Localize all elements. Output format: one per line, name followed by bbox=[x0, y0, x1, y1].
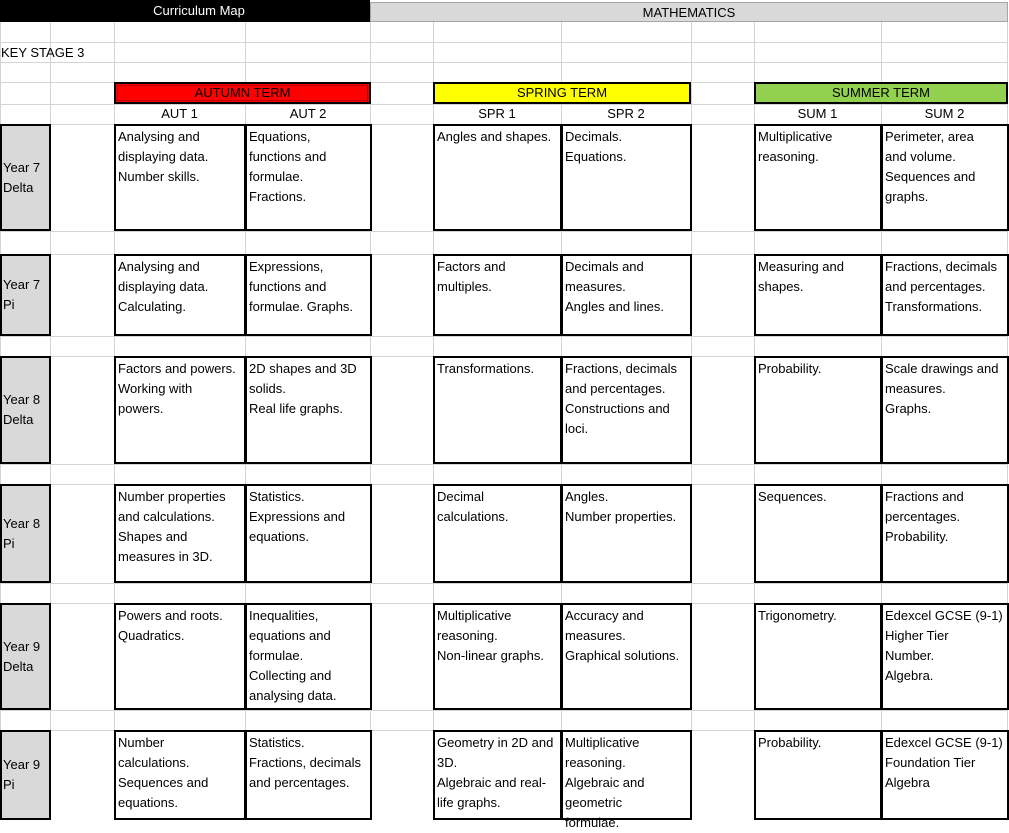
year-group-label bbox=[0, 484, 51, 583]
topic-cell-aut2: Statistics. Expressions and equations. bbox=[245, 484, 372, 583]
topic-cell-spr1: Factors and multiples. bbox=[433, 254, 562, 336]
column-header-aut2: AUT 2 bbox=[289, 106, 327, 121]
topic-cell-sum2: Perimeter, area and volume. Sequences and graphs. bbox=[881, 124, 1009, 231]
topic-cell-aut1: Factors and powers. Working with powers. bbox=[114, 356, 246, 464]
topic-cell-spr1: Decimal calculations. bbox=[433, 484, 562, 583]
topic-cell-spr2: Decimals and measures. Angles and lines. bbox=[561, 254, 692, 336]
year-group-label bbox=[0, 356, 51, 464]
grid-hline bbox=[0, 583, 1008, 584]
topic-cell-spr2: Decimals. Equations. bbox=[561, 124, 692, 231]
topic-cell-sum1: Probability. bbox=[754, 356, 882, 464]
topic-cell-aut1: Number calculations. Sequences and equations. bbox=[114, 730, 246, 820]
column-header-aut1: AUT 1 bbox=[161, 106, 198, 121]
summer-term-header: SUMMER TERM bbox=[754, 82, 1008, 104]
spring-term-header: SPRING TERM bbox=[433, 82, 691, 104]
topic-cell-sum1: Multiplicative reasoning. bbox=[754, 124, 882, 231]
topic-cell-sum1: Trigonometry. bbox=[754, 603, 882, 710]
topic-cell-sum2: Scale drawings and measures. Graphs. bbox=[881, 356, 1009, 464]
column-header-sum2: SUM 2 bbox=[924, 106, 965, 121]
topic-cell-spr1: Angles and shapes. bbox=[433, 124, 562, 231]
topic-cell-aut1: Analysing and displaying data. Calculating. bbox=[114, 254, 246, 336]
curriculum-map-title-text: Curriculum Map bbox=[153, 3, 245, 18]
column-header-sum1: SUM 1 bbox=[797, 106, 838, 121]
year-group-text: Year 8 Pi bbox=[3, 515, 41, 551]
year-group-label bbox=[0, 254, 51, 336]
topic-cell-spr1: Transformations. bbox=[433, 356, 562, 464]
grid-hline bbox=[0, 42, 1008, 43]
year-group-text: Year 7 Pi bbox=[3, 277, 41, 312]
topic-cell-aut2: Inequalities, equations and formulae. Collecting and analysing data. bbox=[245, 603, 372, 710]
topic-cell-sum1: Measuring and shapes. bbox=[754, 254, 882, 336]
year-group-label bbox=[0, 124, 51, 231]
grid-hline bbox=[0, 231, 1008, 232]
grid-hline bbox=[0, 710, 1008, 711]
topic-cell-aut1: Analysing and displaying data. Number skills. bbox=[114, 124, 246, 231]
grid-hline bbox=[0, 62, 1008, 63]
topic-cell-aut1: Powers and roots. Quadratics. bbox=[114, 603, 246, 710]
topic-cell-spr2: Fractions, decimals and percentages. Constructions and loci. bbox=[561, 356, 692, 464]
topic-cell-aut1: Number properties and calculations. Shapes and measures in 3D. bbox=[114, 484, 246, 583]
topic-cell-spr2: Accuracy and measures. Graphical solutions. bbox=[561, 603, 692, 710]
topic-cell-aut2: Statistics. Fractions, decimals and percentages. bbox=[245, 730, 372, 820]
grid-hline bbox=[0, 464, 1008, 465]
topic-cell-aut2: Expressions, functions and formulae. Graphs. bbox=[245, 254, 372, 336]
year-group-text: Year 9 Delta bbox=[3, 638, 41, 674]
year-group-label bbox=[0, 730, 51, 820]
topic-cell-sum1: Sequences. bbox=[754, 484, 882, 583]
subject-title: MATHEMATICS bbox=[370, 2, 1008, 22]
autumn-term-header bbox=[114, 82, 371, 104]
key-stage-label: KEY STAGE 3 bbox=[1, 45, 85, 60]
autumn-term-label: AUTUMN TERM bbox=[117, 85, 368, 101]
column-header-spr1: SPR 1 bbox=[478, 106, 516, 121]
topic-cell-sum2: Edexcel GCSE (9-1) Higher Tier Number. Algebra. bbox=[881, 603, 1009, 710]
curriculum-map-title bbox=[0, 0, 370, 22]
topic-cell-aut2: Equations, functions and formulae. Fractions. bbox=[245, 124, 372, 231]
topic-cell-sum2: Fractions and percentages. Probability. bbox=[881, 484, 1009, 583]
column-header-spr2: SPR 2 bbox=[607, 106, 645, 121]
topic-cell-spr2: Angles. Number properties. bbox=[561, 484, 692, 583]
topic-cell-sum1: Probability. bbox=[754, 730, 882, 820]
topic-cell-spr1: Multiplicative reasoning. Non-linear graphs. bbox=[433, 603, 562, 710]
grid-hline bbox=[0, 336, 1008, 337]
year-group-text: Year 8 Delta bbox=[3, 392, 41, 427]
year-group-label bbox=[0, 603, 51, 710]
topic-cell-sum2: Edexcel GCSE (9-1) Foundation Tier Algebra bbox=[881, 730, 1009, 820]
year-group-text: Year 9 Pi bbox=[3, 757, 41, 792]
topic-cell-aut2: 2D shapes and 3D solids. Real life graphs. bbox=[245, 356, 372, 464]
year-group-text: Year 7 Delta bbox=[3, 159, 41, 195]
topic-cell-spr1: Geometry in 2D and 3D. Algebraic and real- life graphs. bbox=[433, 730, 562, 820]
topic-cell-spr2: Multiplicative reasoning. Algebraic and geometric formulae. bbox=[561, 730, 692, 820]
topic-cell-sum2: Fractions, decimals and percentages. Transformations. bbox=[881, 254, 1009, 336]
